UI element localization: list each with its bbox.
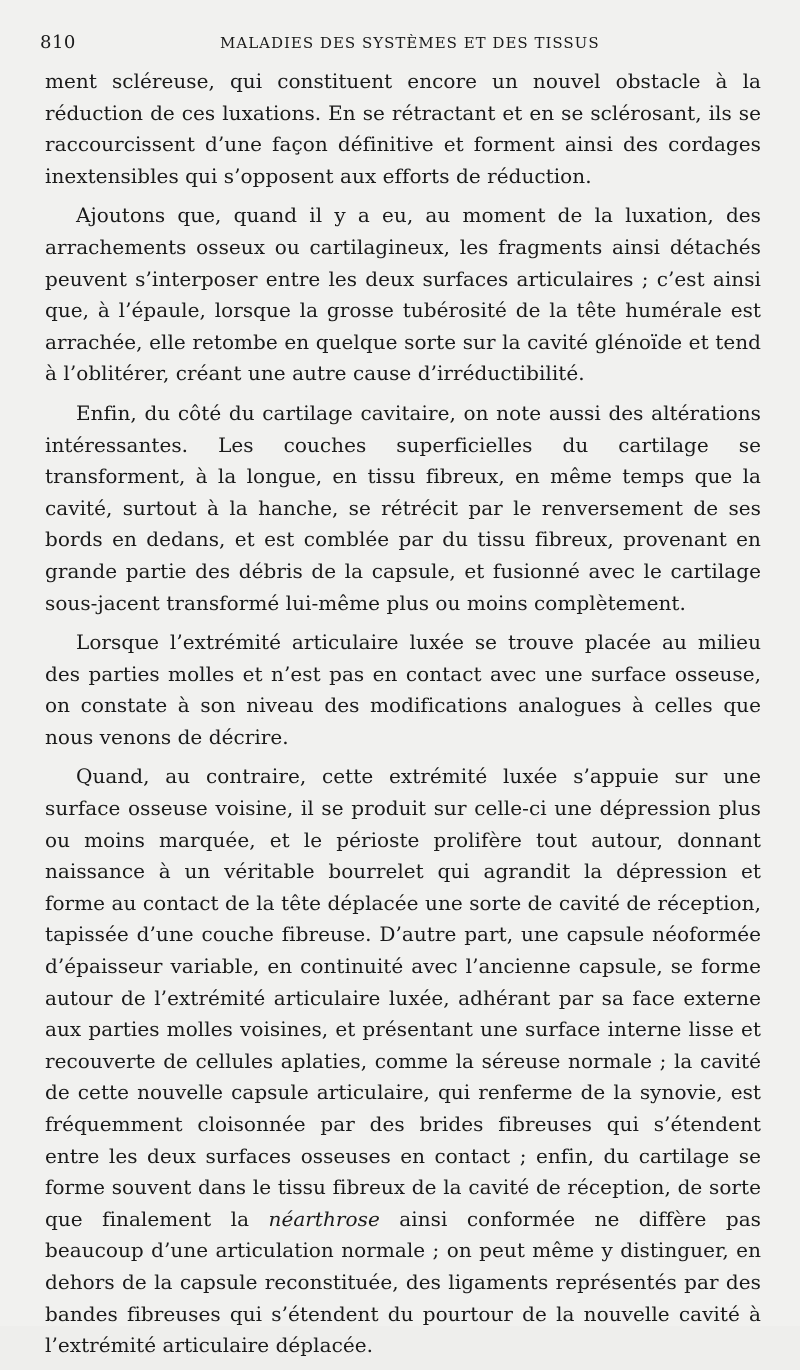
page-number: 810 [40,32,76,53]
paragraph-text-after: ainsi conformée ne diffère pas beaucoup d’une articulation normale ; on peut même y distinguer, en dehors de la capsule reconstituée, des ligaments représentés par des bandes fibreuses qui s’étendent du pourtour de la nouvelle cavité à l’extrémité articulaire déplacée. [45,1206,761,1358]
paragraph: Ajoutons que, quand il y a eu, au moment de la luxation, des arrachements osseux ou cartilagineux, les fragments ainsi détachés peuvent s’interposer entre les deux surfaces articulaires ; c’est ainsi que, à l’épaule, lorsque la grosse tubérosité de la tête humérale est arrachée, elle retombe en quelque sorte sur la cavité glénoïde et tend à l’oblitérer, créant une autre cause d’irréductibilité. [45,203,761,386]
paragraph-text-before: Quand, au contraire, cette extrémité luxée s’appuie sur une surface osseuse voisine, il se produit sur celle-ci une dépression plus ou moins marquée, et le périoste prolifère tout autour, donnant naissance à un véritable bourrelet qui agrandit la dépression et forme au contact de la tête déplacée une sorte de cavité de réception, tapissée d’une couche fibreuse. D’autre part, une capsule néoformée d’épaisseur variable, en continuité avec l’ancienne capsule, se forme autour de l’extrémité articulaire luxée, adhérant par sa face externe aux parties molles voisines, et présentant une surface interne lisse et recouverte de cellules aplaties, comme la séreuse normale ; la cavité de cette nouvelle capsule articulaire, qui renferme de la synovie, est fréquemment cloisonnée par des brides fibreuses qui s’étendent entre les deux surfaces osseuses en contact ; enfin, du cartilage se forme souvent dans le tissu fibreux de la cavité de réception, de sorte que finalement la [45,764,761,1231]
running-title: MALADIES DES SYSTÈMES ET DES TISSUS [220,34,600,52]
paragraph: Lorsque l’extrémité articulaire luxée se trouve placée au milieu des parties molles et n’est pas en contact avec une surface osseuse, on constate à son niveau des modifications analogues à celles que nous venons de décrire. [45,630,761,749]
body-text [45,66,761,1370]
paragraph-continuation: ment scléreuse, qui constituent encore un nouvel obstacle à la réduction de ces luxations. En se rétractant et en se sclérosant, ils se raccourcissent d’une façon définitive et forment ainsi des cordages inextensibles qui s’opposent aux efforts de réduction. [45,69,761,188]
paragraph-with-emphasis [45,761,761,1361]
emphasized-term: néarthrose [268,1206,380,1231]
paragraph: Enfin, du côté du cartilage cavitaire, on note aussi des altérations intéressantes. Les couches superficielles du cartilage se transforment, à la longue, en tissu fibreux, en même temps que la cavité, surtout à la hanche, se rétrécit par le renversement de ses bords en dedans, et est comblée par du tissu fibreux, provenant en grande partie des débris de la capsule, et fusionné avec le cartilage sous-jacent transformé lui-même plus ou moins complètement. [45,400,761,615]
page-header [40,32,760,62]
